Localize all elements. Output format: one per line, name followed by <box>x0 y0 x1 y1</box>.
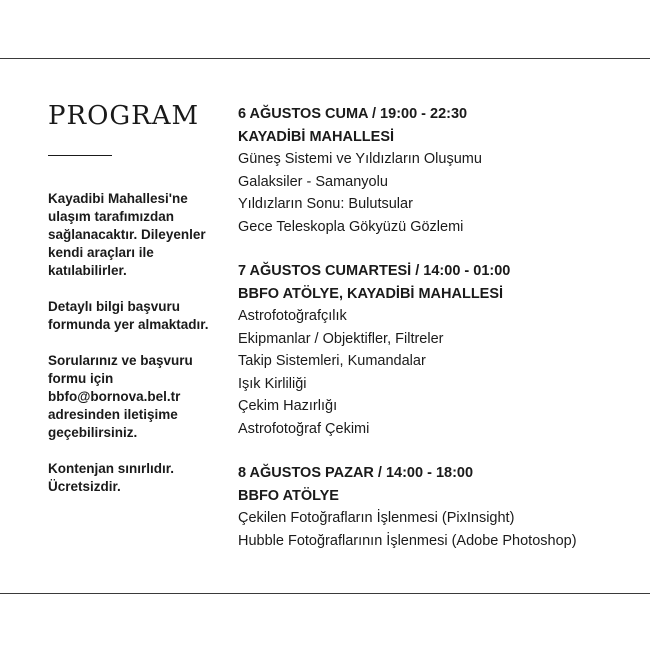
day-block-1 <box>238 103 638 238</box>
schedule-item: Astrofotoğrafçılık <box>238 308 347 324</box>
schedule-item: Işık Kirliliği <box>238 375 307 392</box>
schedule-item: Çekim Hazırlığı <box>238 398 338 414</box>
page-title: PROGRAM <box>48 101 200 131</box>
schedule-item: Ekipmanlar / Objektifler, Filtreler <box>238 330 444 347</box>
day-location: BBFO ATÖLYE, KAYADİBİ MAHALLESİ <box>238 285 504 302</box>
schedule-item: Takip Sistemleri, Kumandalar <box>238 353 426 369</box>
schedule-item: Astrofotoğraf Çekimi <box>238 420 370 437</box>
schedule-item: Yıldızların Sonu: Bulutsular <box>238 196 413 212</box>
schedule-item: Güneş Sistemi ve Yıldızların Oluşumu <box>238 151 482 167</box>
day-location: KAYADİBİ MAHALLESİ <box>238 128 395 145</box>
bottom-divider <box>0 593 650 594</box>
top-divider <box>0 58 650 59</box>
day-location: BBFO ATÖLYE <box>238 487 339 504</box>
day-block-2 <box>238 260 638 440</box>
day-date-time: 8 AĞUSTOS PAZAR / 14:00 - 18:00 <box>238 465 474 481</box>
schedule-item: Gece Teleskopla Gökyüzü Gözlemi <box>238 218 464 235</box>
schedule-item: Hubble Fotoğraflarının İşlenmesi (Adobe Photoshop) <box>238 532 577 549</box>
info-details: Detaylı bilgi başvuru formunda yer almaktadır. <box>48 299 209 332</box>
info-column <box>48 190 220 514</box>
info-quota: Kontenjan sınırlıdır. Ücretsizdir. <box>48 461 175 494</box>
day-date-time: 6 AĞUSTOS CUMA / 19:00 - 22:30 <box>238 106 468 122</box>
info-transport: Kayadibi Mahallesi'ne ulaşım tarafımızdan sağlanacaktır. Dileyenler kendi araçları ile katılabilirler. <box>48 191 206 278</box>
schedule-item: Çekilen Fotoğrafların İşlenmesi (PixInsight) <box>238 510 515 526</box>
info-contact: Sorularınız ve başvuru formu için bbfo@bornova.bel.tr adresinden iletişime geçebilirsiniz. <box>48 353 193 440</box>
schedule-column <box>238 103 638 574</box>
day-block-3 <box>238 462 638 552</box>
schedule-item: Galaksiler - Samanyolu <box>238 173 388 190</box>
title-underline <box>48 155 112 156</box>
day-date-time: 7 AĞUSTOS CUMARTESİ / 14:00 - 01:00 <box>238 263 511 279</box>
